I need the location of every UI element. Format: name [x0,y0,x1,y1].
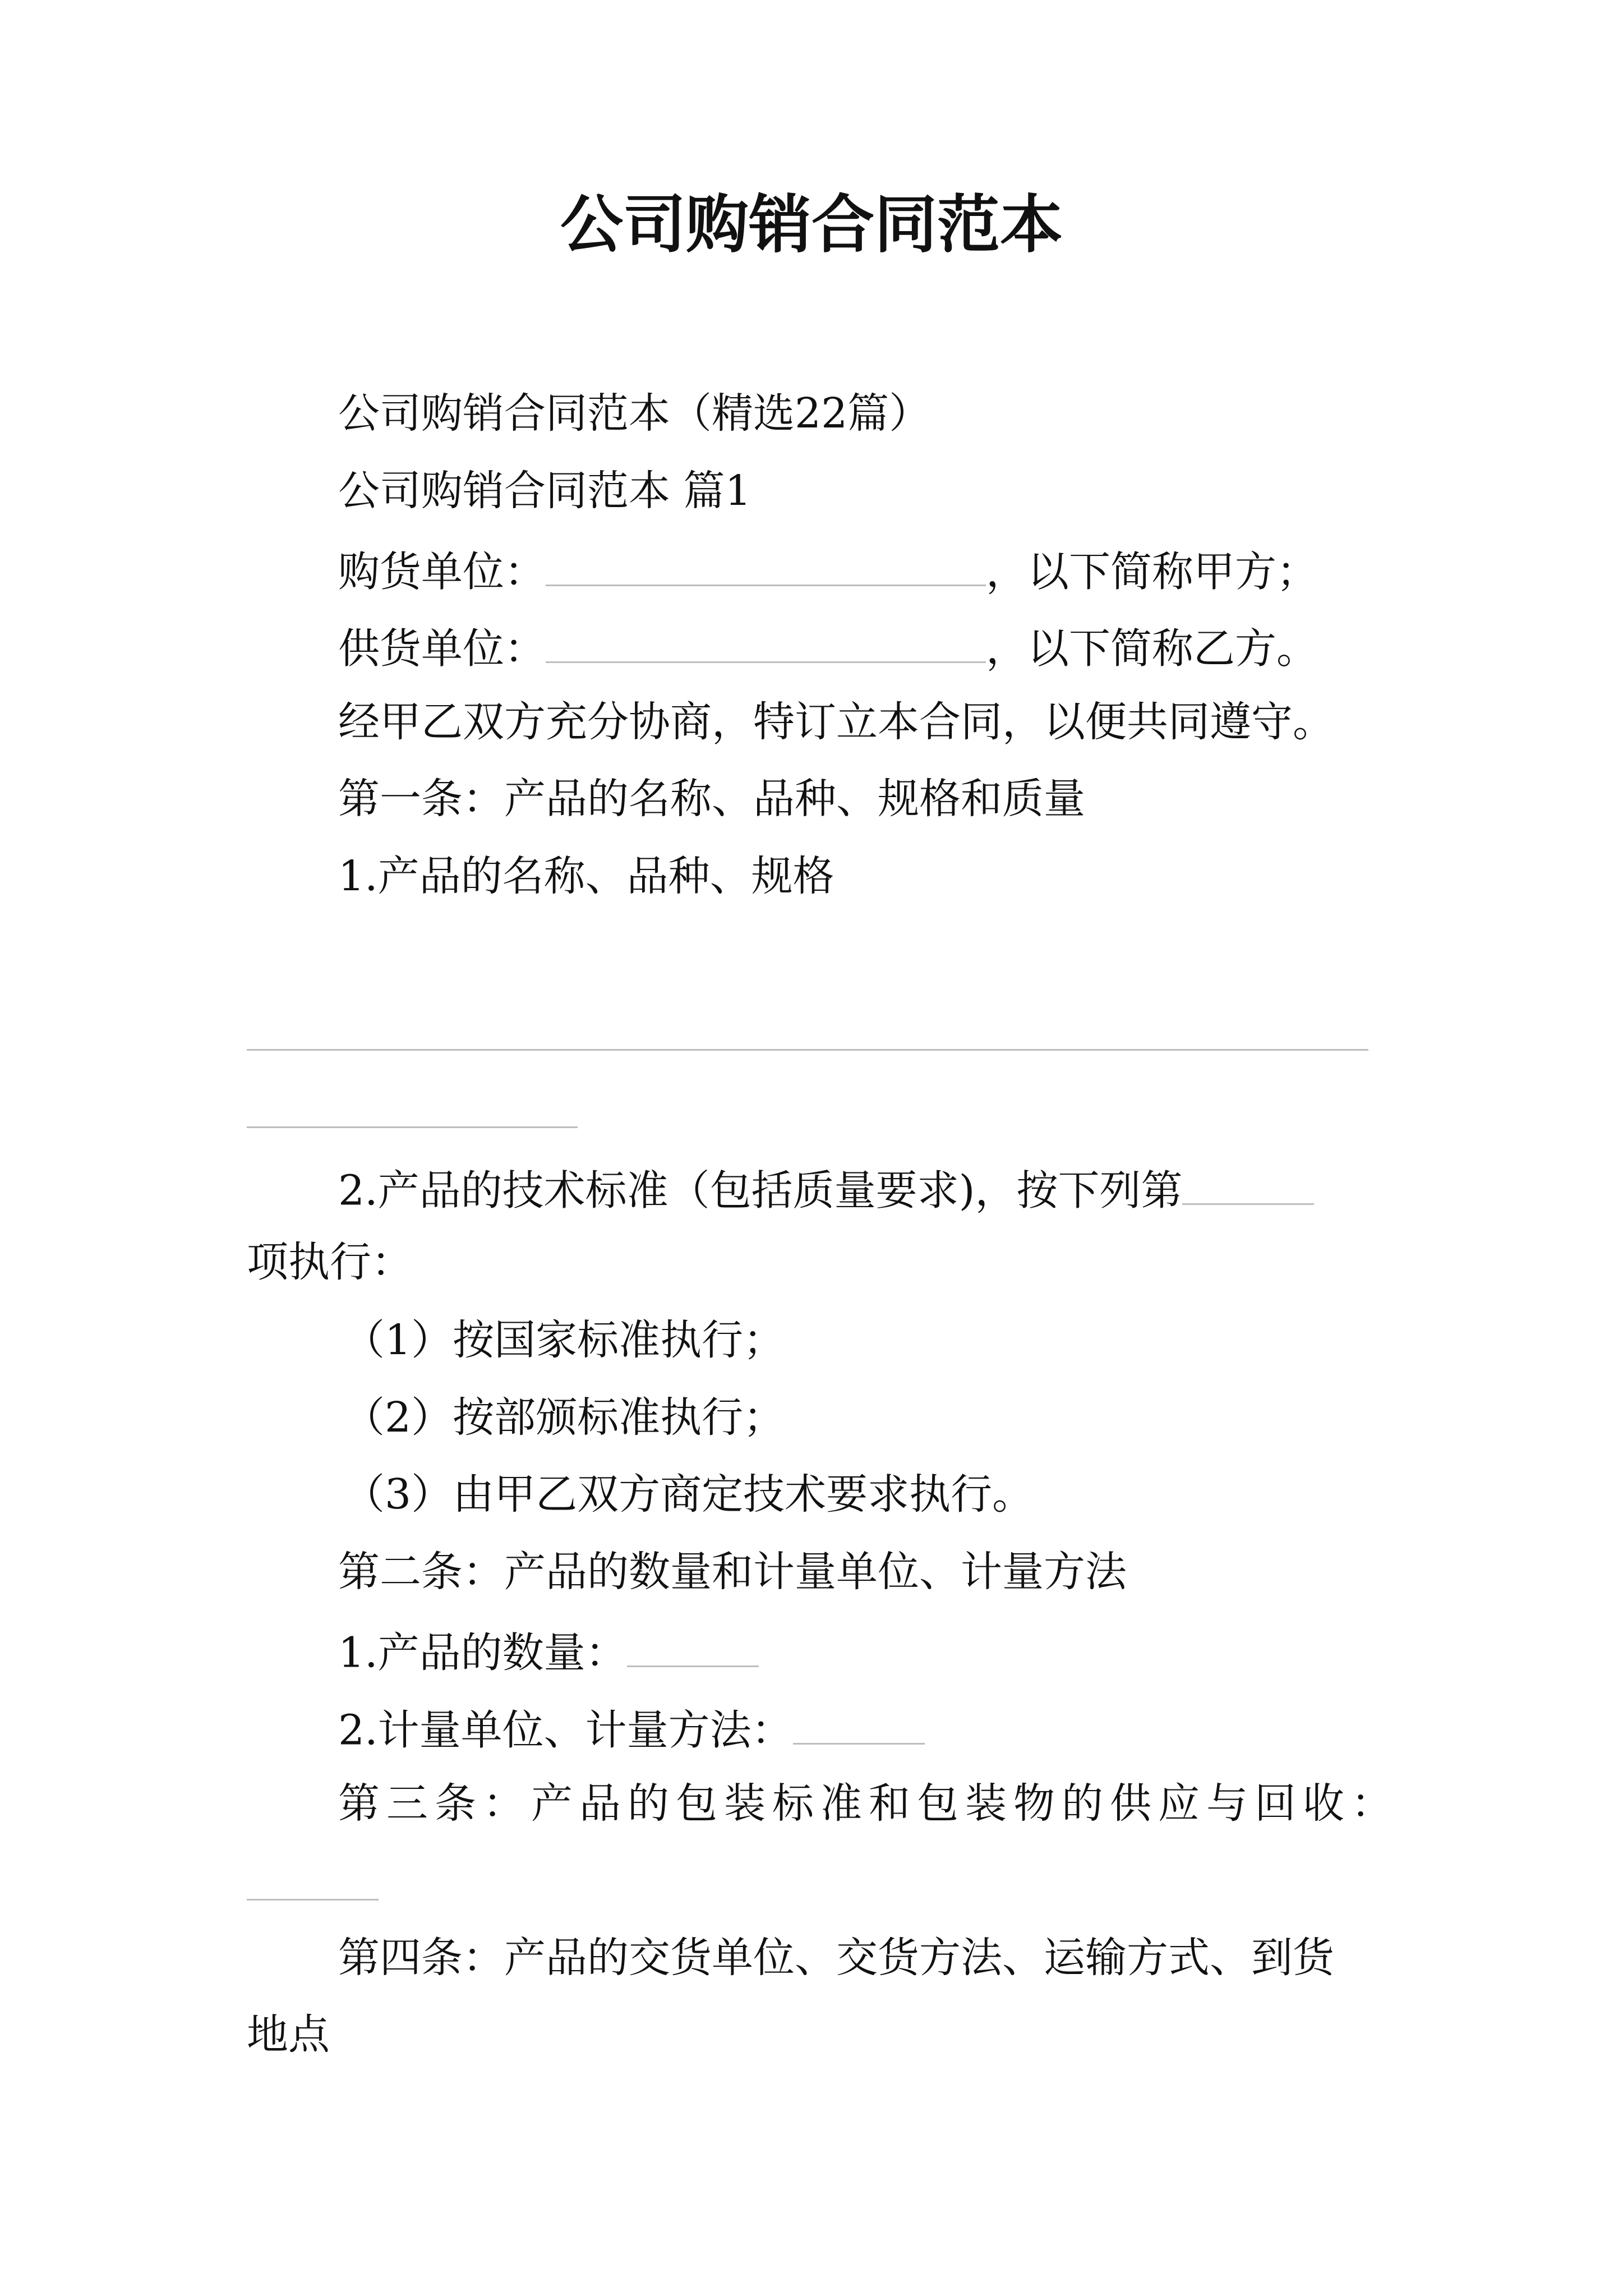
article1-item1: 1.产品的名称、品种、规格 [338,852,834,900]
fill-in-rule-short[interactable] [247,1126,578,1128]
subtitle: 公司购销合同范本（精选22篇） [338,389,931,438]
seller-suffix: ，以下简称乙方。 [986,624,1318,673]
article3-heading: 第三条：产品的包装标准和包装物的供应与回收： [338,1779,1399,1828]
article1-item2-continued: 项执行： [247,1238,413,1286]
article1-item2-text: 2.产品的技术标准（包括质量要求)，按下列第 [338,1166,1183,1215]
buyer-line [338,547,1318,596]
packaging-blank[interactable] [247,1899,379,1901]
option-2: （2）按部颁标准执行； [343,1393,785,1442]
article2-heading: 第二条：产品的数量和计量单位、计量方法 [338,1548,1127,1596]
article4-heading-continued: 地点 [247,2010,330,2059]
fill-in-rule-long[interactable] [247,1049,1368,1051]
article2-item1-text: 1.产品的数量： [338,1628,627,1677]
option-3: （3）由甲乙双方商定技术要求执行。 [343,1470,1034,1519]
article1-heading: 第一条：产品的名称、品种、规格和质量 [338,775,1085,823]
article1-item2-line [338,1166,1314,1215]
option-1: （1）按国家标准执行； [343,1316,785,1364]
article2-item1-line [338,1628,759,1677]
document-title: 公司购销合同范本 [560,188,1063,261]
standard-choice-blank[interactable] [1182,1166,1314,1205]
unit-method-blank[interactable] [793,1705,925,1745]
agreement-text: 经甲乙双方充分协商，特订立本合同，以便共同遵守。 [338,698,1334,746]
buyer-blank[interactable] [546,547,986,586]
seller-label: 供货单位： [338,624,546,673]
seller-line [338,624,1318,673]
article2-item2-line [338,1705,925,1755]
buyer-label: 购货单位： [338,547,546,596]
seller-blank[interactable] [546,624,986,663]
article2-item2-text: 2.计量单位、计量方法： [338,1706,793,1755]
buyer-suffix: ，以下简称甲方； [986,547,1318,596]
quantity-blank[interactable] [627,1628,759,1667]
section-heading: 公司购销合同范本 篇1 [338,467,751,515]
article4-heading: 第四条：产品的交货单位、交货方法、运输方式、到货 [338,1934,1334,1982]
